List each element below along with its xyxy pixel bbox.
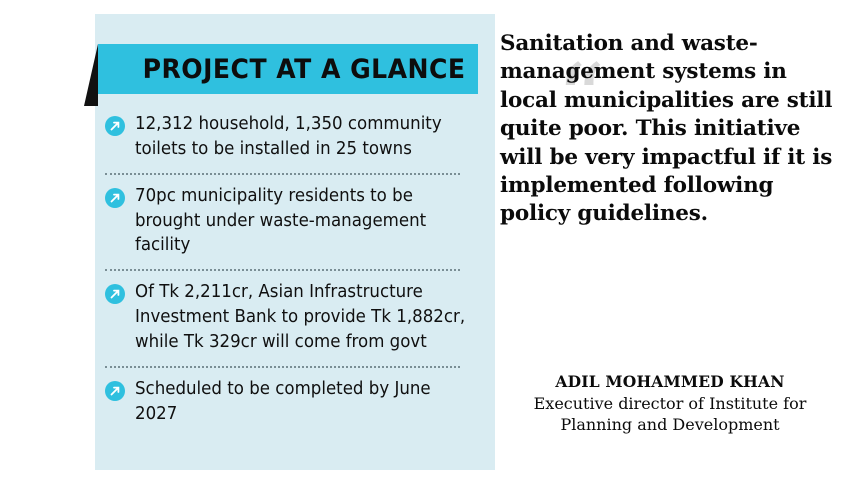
- list-item-text: 70pc municipality residents to be brought under waste-management facility: [135, 185, 427, 256]
- arrow-circle-icon: [105, 284, 125, 304]
- title-corner-accent: [84, 44, 98, 106]
- quote-block: [500, 30, 840, 229]
- quotation-mark-icon: “: [556, 44, 606, 156]
- arrow-circle-icon: [105, 188, 125, 208]
- list-item: [105, 272, 485, 364]
- list-item: [105, 104, 485, 171]
- arrow-circle-icon: [105, 116, 125, 136]
- author-role: Executive director of Institute for Planning and Development: [533, 394, 807, 434]
- quote-text: Sanitation and waste-management systems in local municipalities are still quite poor. This initiative will be very impactful if it is implemented following policy guidelines.: [500, 31, 833, 227]
- list-separator: [105, 173, 460, 175]
- list-item-text: Scheduled to be completed by June 2027: [135, 378, 431, 424]
- title-bar: [98, 44, 478, 94]
- list-separator: [105, 366, 460, 368]
- list-separator: [105, 269, 460, 271]
- list-item: [105, 176, 485, 268]
- list-item: [105, 369, 485, 436]
- author-name: ADIL MOHAMMED KHAN: [555, 372, 785, 391]
- list-item-text: Of Tk 2,211cr, Asian Infrastructure Investment Bank to provide Tk 1,882cr, while Tk 329cr will come from govt: [135, 282, 466, 352]
- page-title: PROJECT AT A GLANCE: [142, 53, 466, 85]
- facts-list: [105, 104, 485, 435]
- quote-attribution: [500, 372, 840, 436]
- arrow-circle-icon: [105, 381, 125, 401]
- list-item-text: 12,312 household, 1,350 community toilets to be installed in 25 towns: [135, 114, 442, 159]
